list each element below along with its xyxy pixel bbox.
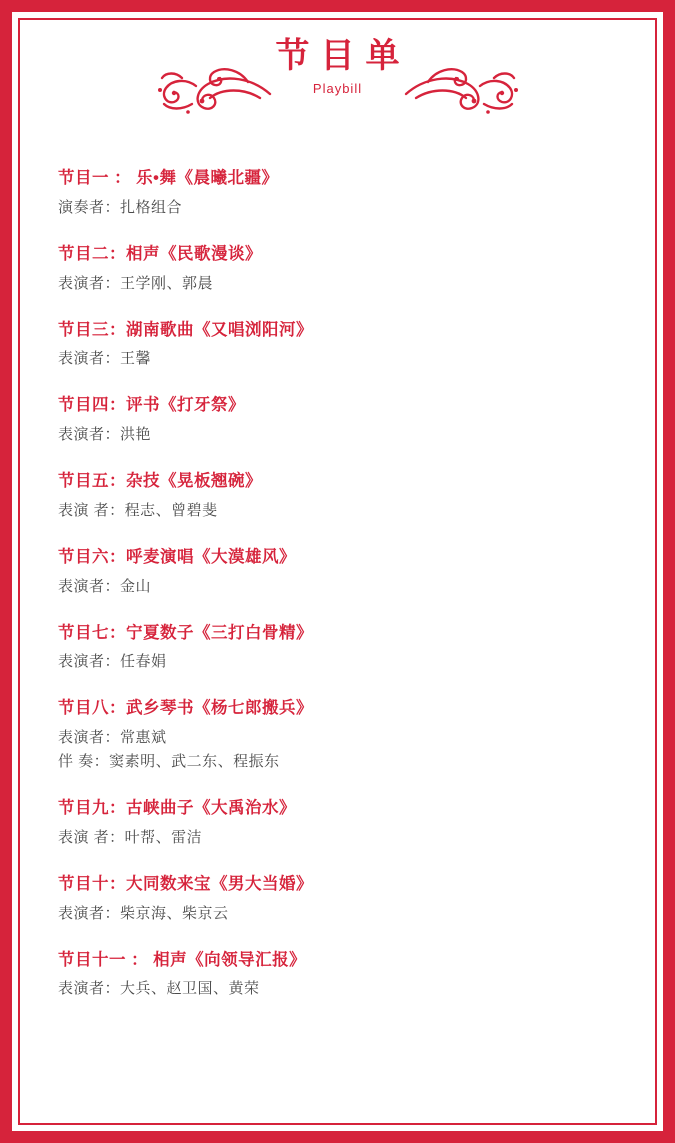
list-item xyxy=(58,621,617,675)
list-item xyxy=(58,242,617,296)
program-title: 节目三：湖南歌曲《又唱浏阳河》 xyxy=(58,320,313,339)
list-item xyxy=(58,166,617,220)
program-list xyxy=(20,150,655,1001)
list-item xyxy=(58,318,617,372)
program-title: 节目二：相声《民歌漫谈》 xyxy=(58,244,262,263)
program-title: 节目九：古峡曲子《大禹治水》 xyxy=(58,799,296,817)
program-performer: 表演者：常惠斌 xyxy=(58,729,167,746)
playbill-inner-frame xyxy=(18,18,657,1125)
program-accompaniment: 伴 奏：窦素明、武二东、程振东 xyxy=(58,753,280,770)
program-performer: 表演者：王馨 xyxy=(58,350,152,368)
program-performer: 表演者：柴京海、柴京云 xyxy=(58,904,229,922)
program-performer: 表演者：任春娟 xyxy=(58,653,167,671)
page-subtitle: Playbill xyxy=(312,81,363,97)
list-item xyxy=(58,796,617,850)
playbill-header xyxy=(20,20,655,150)
program-performer: 表演 者：叶帮、雷洁 xyxy=(58,828,203,846)
list-item xyxy=(58,696,617,774)
title-block xyxy=(265,30,411,96)
program-title: 节目八：武乡琴书《杨七郎搬兵》 xyxy=(58,699,313,718)
program-title: 节目一 ： 乐•舞《晨曦北疆》 xyxy=(58,169,279,187)
list-item xyxy=(58,545,617,599)
floral-ornament-right-icon xyxy=(404,60,524,120)
program-performer: 表演者：金山 xyxy=(58,577,152,595)
program-performer: 表演者：王学刚、郭晨 xyxy=(58,274,214,292)
floral-ornament-left-icon xyxy=(152,60,272,120)
list-item xyxy=(58,948,617,1002)
program-title: 节目七：宁夏数子《三打白骨精》 xyxy=(58,623,313,642)
program-title: 节目四：评书《打牙祭》 xyxy=(58,396,245,415)
program-title: 节目五：杂技《晃板翘碗》 xyxy=(58,472,262,490)
program-performer: 演奏者：扎格组合 xyxy=(58,198,183,216)
list-item xyxy=(58,393,617,447)
program-title: 节目十：大同数来宝《男大当婚》 xyxy=(58,874,313,893)
program-performer: 表演者：洪艳 xyxy=(58,426,152,443)
page-title: 节目单 xyxy=(275,36,411,76)
program-title: 节目六：呼麦演唱《大漠雄风》 xyxy=(58,547,296,566)
program-title: 节目十一 ： 相声《向领导汇报》 xyxy=(58,950,307,969)
header-artwork xyxy=(158,30,518,140)
program-performer: 表演者：大兵、赵卫国、黄荣 xyxy=(58,980,260,998)
list-item xyxy=(58,469,617,523)
list-item xyxy=(58,872,617,926)
program-performer: 表演 者：程志、曾碧斐 xyxy=(58,501,218,519)
